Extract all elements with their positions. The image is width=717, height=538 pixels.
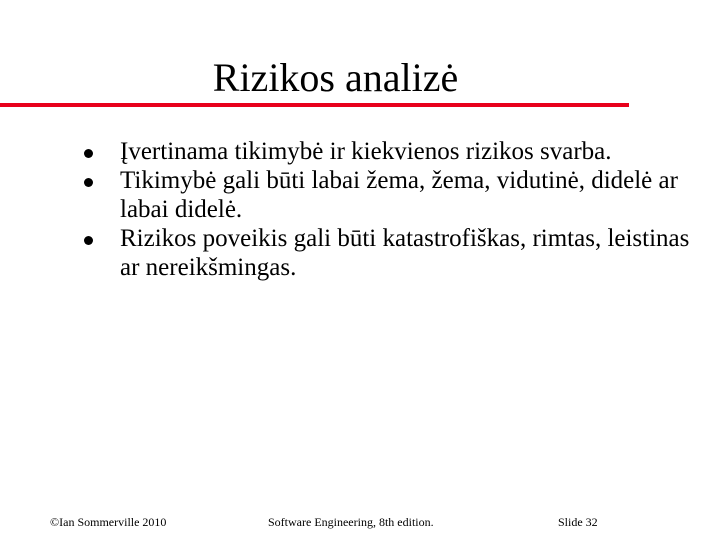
bullet-text: Tikimybė gali būti labai žema, žema, vidutinė, didelė ar labai didelė. <box>120 167 678 223</box>
footer-slide-number: Slide 32 <box>558 515 598 529</box>
title-underline <box>0 103 629 107</box>
bullet-dot-icon <box>84 149 93 158</box>
bullet-list <box>0 137 717 282</box>
slide-title-text: Rizikos analizė <box>212 55 459 100</box>
bullet-text: Įvertinama tikimybė ir kiekvienos rizikos svarba. <box>120 138 612 165</box>
bullet-dot-icon <box>84 236 93 245</box>
bullet-item <box>0 166 717 224</box>
bullet-text: Rizikos poveikis gali būti katastrofiškas, rimtas, leistinas ar nereikšmingas. <box>120 225 690 281</box>
slide-title <box>0 54 717 102</box>
bullet-dot-icon <box>84 178 93 187</box>
bullet-item <box>0 137 717 166</box>
footer-copyright: ©Ian Sommerville 2010 <box>50 515 167 529</box>
bullet-item <box>0 224 717 282</box>
footer-book-title: Software Engineering, 8th edition. <box>268 515 434 529</box>
